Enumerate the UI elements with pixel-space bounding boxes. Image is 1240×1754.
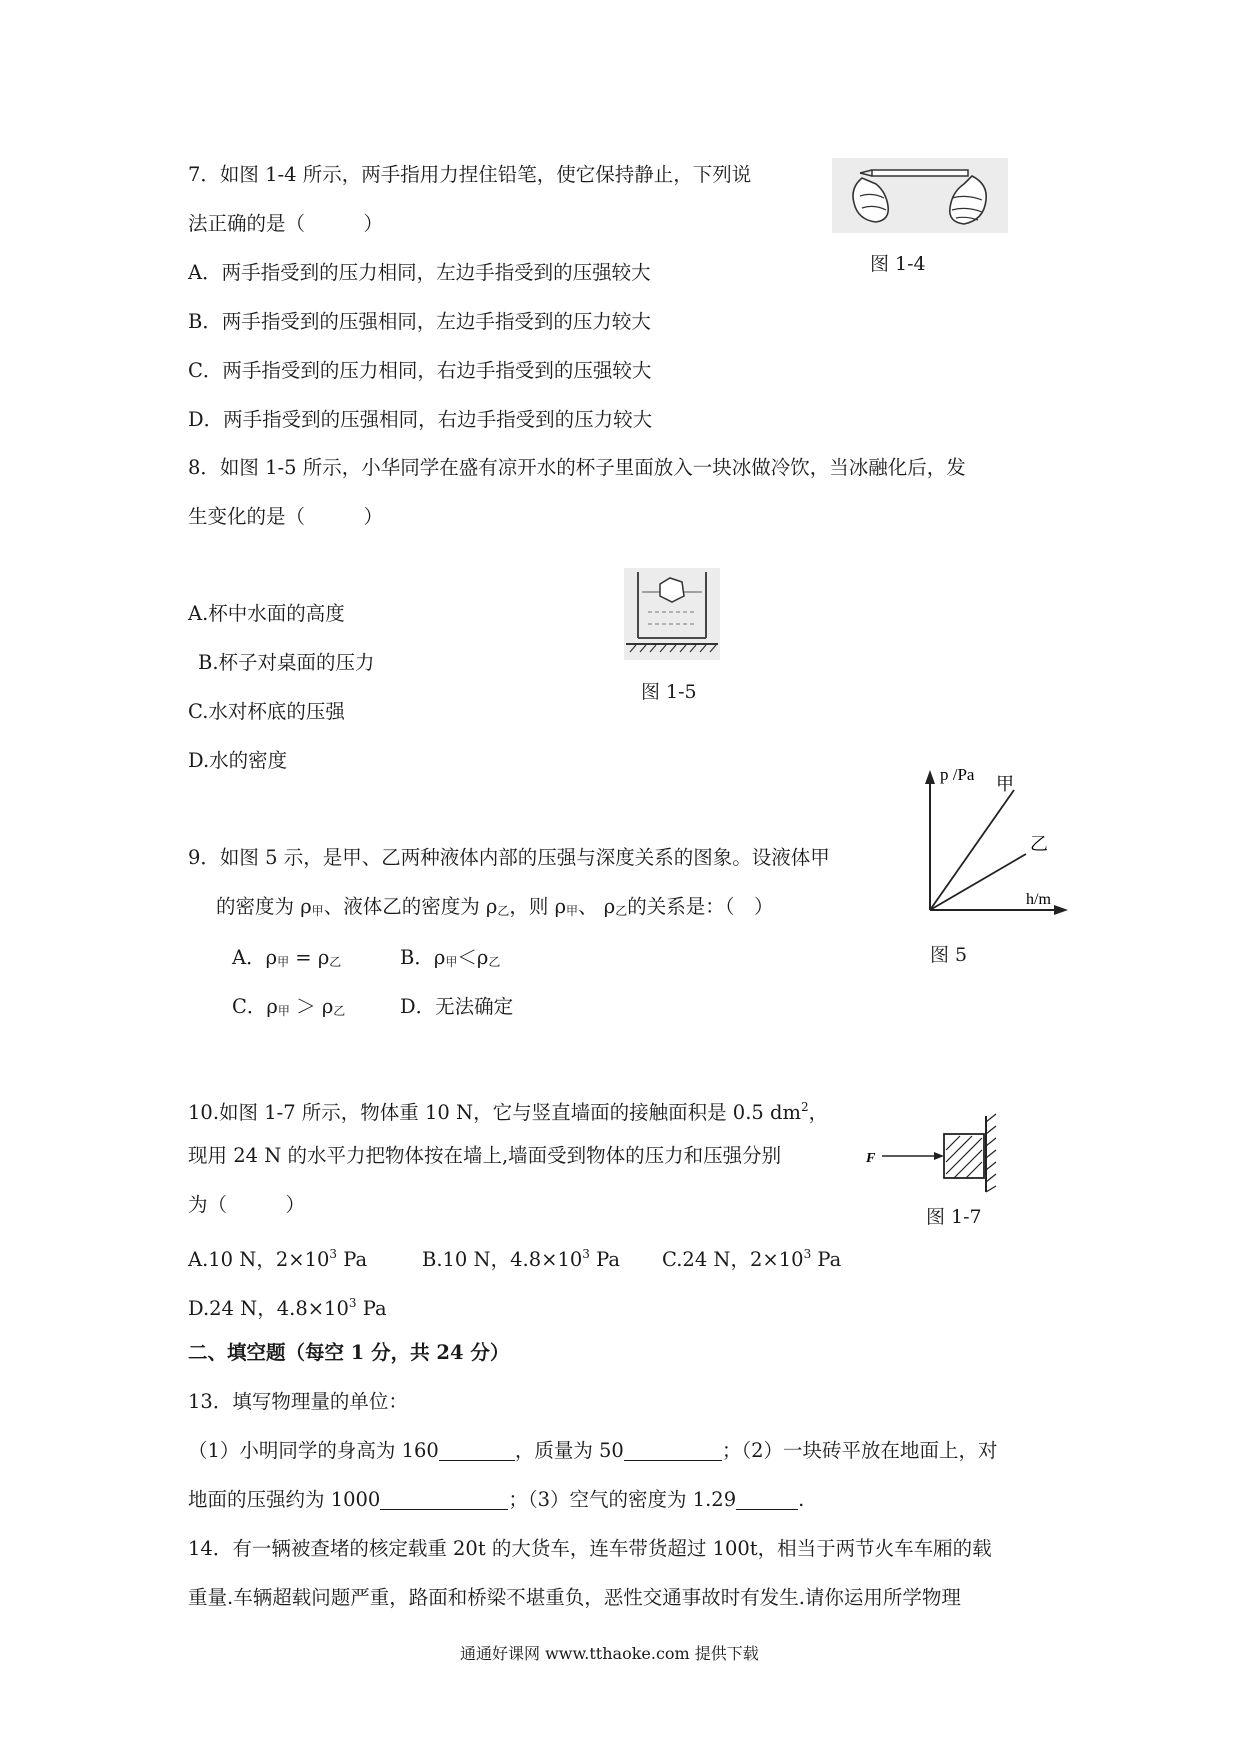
q8-stem-line1: 8．如图 1-5 所示，小华同学在盛有凉开水的杯子里面放入一块冰做冷饮，当冰融化后，发 <box>188 456 966 479</box>
q10-option-c <box>662 1241 841 1273</box>
q8-option-c: C.水对杯底的压强 <box>188 700 345 723</box>
q9-lt: ＜ <box>457 946 477 969</box>
q9-eq: = <box>289 946 318 969</box>
q10-stem-line1 <box>188 1094 828 1126</box>
q8-option-a: A.杯中水面的高度 <box>188 602 345 625</box>
q7-stem-line2: 法正确的是（ ） <box>188 212 384 235</box>
q9-stem-line2 <box>216 894 774 924</box>
q9-rho: ρ <box>476 946 489 969</box>
footer-text: 通通好课网 www.tthaoke.com 提供下载 <box>460 1644 759 1663</box>
figure-1-5-cup-image <box>624 568 720 660</box>
q10-option-a <box>188 1241 367 1273</box>
q9-text-d: 、 ρ <box>578 895 616 918</box>
q10-stem-line2: 现用 24 N 的水平力把物体按在墙上,墙面受到物体的压力和压强分别 <box>188 1144 782 1167</box>
q7-option-a: A．两手指受到的压力相同，左边手指受到的压强较大 <box>188 261 651 284</box>
q13-l1-b: ，质量为 50 <box>514 1439 624 1462</box>
q10-option-d <box>188 1290 387 1322</box>
graph-y-axis-label: p /Pa <box>940 765 975 784</box>
q9-sub: 乙 <box>488 955 501 969</box>
q9-text-b: 、液体乙的密度为 ρ <box>323 895 498 918</box>
force-label: F <box>866 1151 876 1166</box>
blank-height-unit[interactable] <box>439 1440 515 1461</box>
q8-stem-line2: 生变化的是（ ） <box>188 505 384 528</box>
q10-opt-c-text: C.24 N，2×10 <box>662 1248 804 1271</box>
figure-1-7-caption: 图 1-7 <box>926 1206 982 1228</box>
q10-stem-end: ， <box>808 1101 829 1124</box>
q10-stem-line3: 为（ ） <box>188 1193 306 1216</box>
q9-opt-b-label: B． <box>400 946 434 969</box>
q9-rho: ρ <box>433 946 446 969</box>
q10-unit: Pa <box>356 1297 387 1320</box>
q9-sub: 乙 <box>333 1004 346 1018</box>
blank-density-unit[interactable] <box>736 1489 798 1510</box>
q9-sub-yi-2: 乙 <box>615 904 628 918</box>
q9-sub: 甲 <box>277 1004 290 1018</box>
q9-sub: 乙 <box>329 955 342 969</box>
q9-opt-c-label: C． <box>232 995 267 1018</box>
graph-line-jia-label: 甲 <box>996 774 1014 795</box>
q10-opt-d-text: D.24 N，4.8×10 <box>188 1297 349 1320</box>
q9-option-b <box>400 945 500 975</box>
q9-text-e: 的关系是：（ ） <box>627 895 774 918</box>
q9-rho: ρ <box>317 946 330 969</box>
q9-sub-jia-1: 甲 <box>311 904 324 918</box>
q10-unit: Pa <box>589 1248 620 1271</box>
q9-option-a <box>232 945 341 975</box>
q7-stem-line1: 7．如图 1-4 所示，两手指用力捏住铅笔，使它保持静止，下列说 <box>188 163 752 186</box>
q10-exp: 3 <box>329 1247 338 1261</box>
q10-opt-a-text: A.10 N，2×10 <box>188 1248 330 1271</box>
q10-unit: Pa <box>811 1248 842 1271</box>
figure-1-7-wall-block <box>862 1112 1002 1196</box>
q9-rho: ρ <box>266 995 278 1018</box>
figure-5-caption: 图 5 <box>930 944 968 966</box>
q7-option-c: C．两手指受到的压力相同，右边手指受到的压强较大 <box>188 359 652 382</box>
q10-unit: Pa <box>337 1248 368 1271</box>
figure-1-5-caption: 图 1-5 <box>641 681 697 703</box>
q14-line1: 14．有一辆被查堵的核定载重 20t 的大货车，连车带货超过 100t，相当于两节火车车厢的载 <box>188 1537 992 1560</box>
q10-exp: 3 <box>582 1247 590 1261</box>
q9-option-d: D．无法确定 <box>400 995 514 1018</box>
blank-mass-unit[interactable] <box>624 1440 722 1461</box>
blank-pressure-unit[interactable] <box>380 1489 508 1510</box>
figure-1-4-caption: 图 1-4 <box>870 253 926 275</box>
figure-1-4-pencil-image <box>832 158 1008 233</box>
q9-opt-a-label: A． <box>232 946 266 969</box>
q7-option-b: B．两手指受到的压强相同，左边手指受到的压力较大 <box>188 310 651 333</box>
q10-stem-text: 10.如图 1-7 所示，物体重 10 N，它与竖直墙面的接触面积是 0.5 dm <box>188 1101 801 1124</box>
q10-exp: 3 <box>348 1296 357 1310</box>
q13-line1 <box>188 1438 998 1464</box>
q9-rho: ρ <box>321 995 334 1018</box>
q9-stem-line1: 9．如图 5 示，是甲、乙两种液体内部的压强与深度关系的图象。设液体甲 <box>188 846 830 869</box>
q10-exp: 3 <box>803 1247 812 1261</box>
q14-line2: 重量.车辆超载问题严重，路面和桥梁不堪重负，恶性交通事故时有发生.请你运用所学物理 <box>188 1586 961 1609</box>
q9-gt: ＞ <box>289 995 322 1018</box>
graph-x-axis-label: h/m <box>1026 891 1051 908</box>
q7-option-d: D．两手指受到的压强相同，右边手指受到的压力较大 <box>188 408 653 431</box>
section-2-title: 二、填空题（每空 1 分，共 24 分） <box>188 1341 510 1364</box>
q13-l1-a: （1）小明同学的身高为 160 <box>188 1439 439 1462</box>
q8-option-d: D.水的密度 <box>188 749 288 772</box>
q13-stem: 13．填写物理量的单位： <box>188 1390 408 1413</box>
q9-sub: 甲 <box>277 955 290 969</box>
q9-text-c: ，则 ρ <box>509 895 567 918</box>
q13-l2-b: ；（3）空气的密度为 1.29 <box>508 1488 737 1511</box>
q13-l2-a: 地面的压强约为 1000 <box>188 1488 381 1511</box>
q10-option-b <box>422 1241 620 1273</box>
q13-line2 <box>188 1487 804 1513</box>
q13-l2-c: . <box>798 1488 805 1511</box>
q9-option-c <box>232 994 345 1024</box>
q9-text-a: 的密度为 ρ <box>216 895 312 918</box>
q13-l1-c: ；（2）一块砖平放在地面上，对 <box>721 1439 998 1462</box>
figure-5-pressure-depth-graph <box>910 758 1070 918</box>
q9-sub-jia-2: 甲 <box>566 904 579 918</box>
q9-sub-yi-1: 乙 <box>497 904 510 918</box>
q8-option-b: B.杯子对桌面的压力 <box>198 651 375 674</box>
graph-line-yi-label: 乙 <box>1030 834 1048 855</box>
q9-sub: 甲 <box>445 955 458 969</box>
q10-sup: 2 <box>800 1100 809 1114</box>
q10-opt-b-text: B.10 N，4.8×10 <box>422 1248 583 1271</box>
q9-rho: ρ <box>265 946 278 969</box>
